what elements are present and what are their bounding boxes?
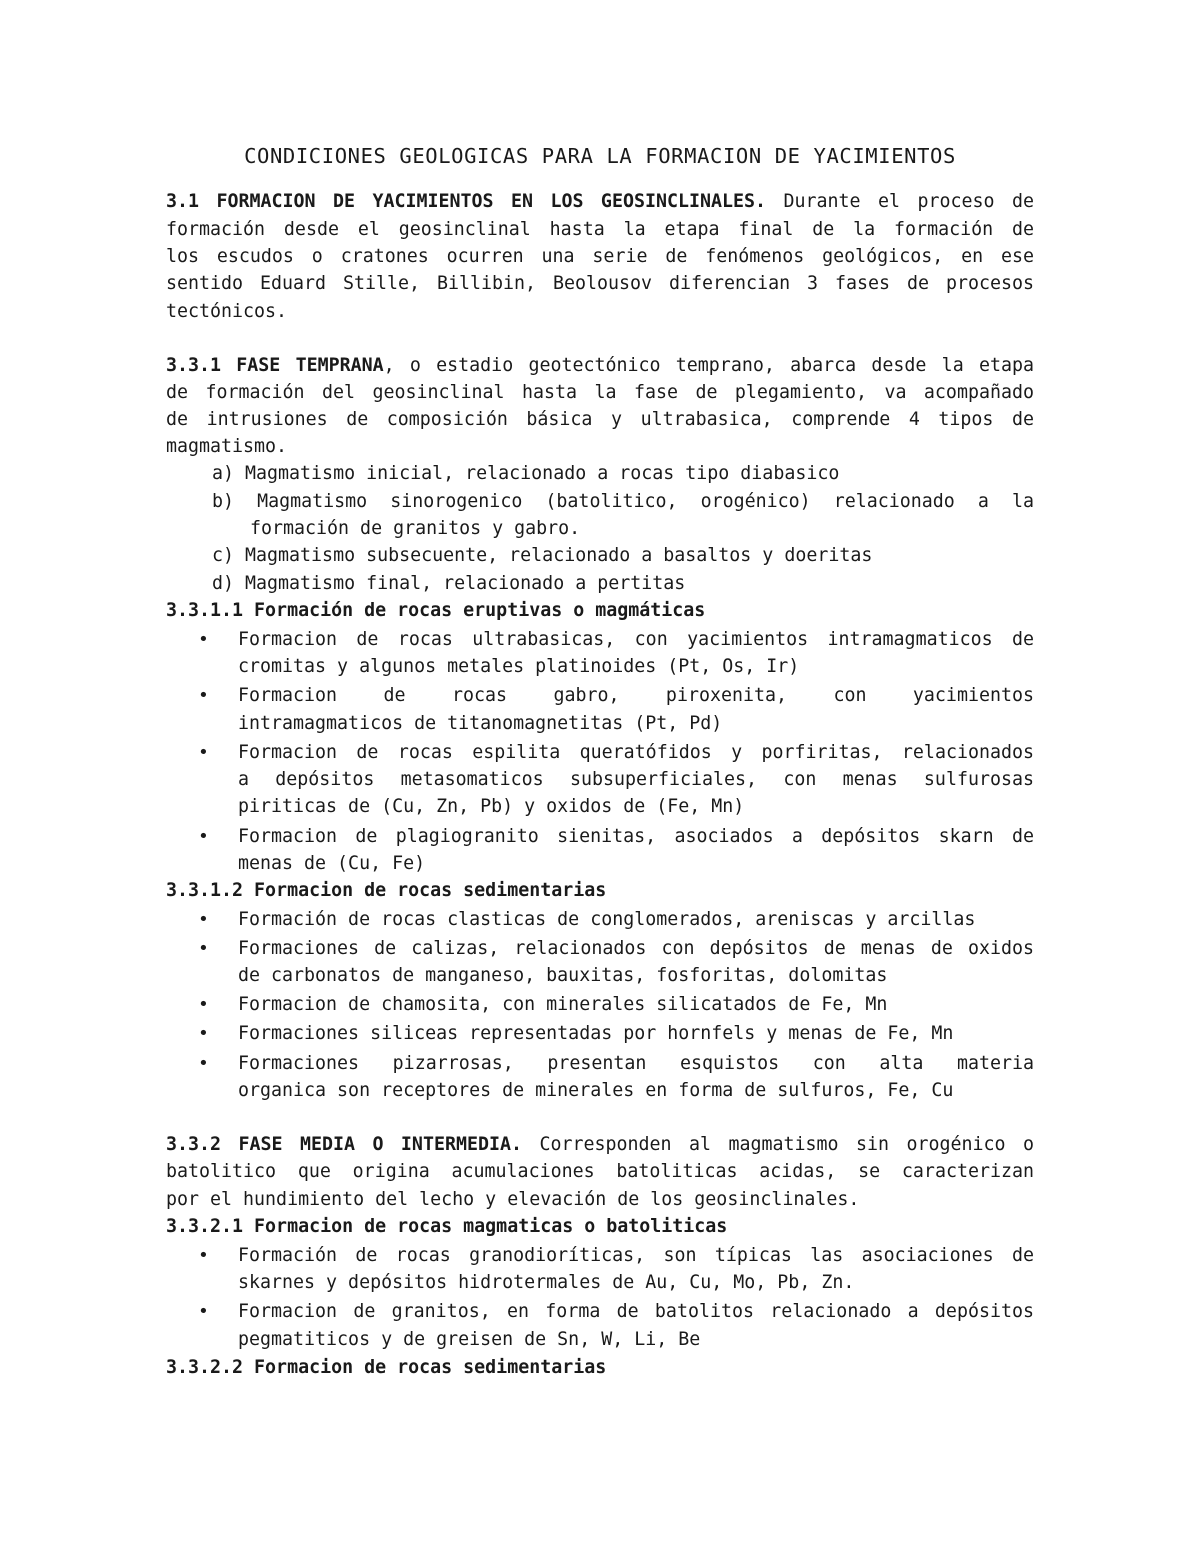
heading-text: 3.3.1.2 Formacion de rocas sedimentarias (166, 880, 607, 901)
paragraph-3-3-1-line-3: de intrusiones de composición básica y ultrabasica, comprende 4 tipos de (166, 409, 1034, 430)
list-item-b-continued: formación de granitos y gabro. (250, 518, 581, 539)
bullet-item-line: piriticas de (Cu, Zn, Pb) y oxidos de (Fe, Mn) (238, 796, 745, 817)
bullet-item-line: Formacion de granitos, en forma de batolitos relacionado a depósitos (238, 1301, 1034, 1322)
paragraph-text: Durante el proceso de (783, 191, 1034, 212)
section-heading-3-3-1-2 (166, 877, 1034, 904)
paragraph-3-3-1-line-4: magmatismo. (166, 436, 288, 457)
bullet-item-line: intramagmaticos de titanomagnetitas (Pt, Pd) (238, 713, 723, 734)
paragraph-3-1-line-1 (166, 188, 1034, 215)
section-heading-3-3-2-2 (166, 1354, 1034, 1381)
list-item-b: b) Magmatismo sinorogenico (batolitico, orogénico) relacionado a la (212, 491, 1034, 512)
bullet-icon: • (198, 938, 209, 959)
bullet-item-line: Formacion de rocas gabro, piroxenita, con yacimientos (238, 685, 1034, 706)
bullet-item-line: Formacion de chamosita, con minerales silicatados de Fe, Mn (238, 994, 888, 1015)
bullet-item-line: pegmatiticos y de greisen de Sn, W, Li, Be (238, 1329, 701, 1350)
heading-text: 3.3.2.2 Formacion de rocas sedimentarias (166, 1357, 607, 1378)
section-heading-3-3-1: 3.3.1 FASE TEMPRANA (166, 355, 384, 376)
section-heading-3-3-2-1 (166, 1213, 1034, 1240)
bullet-item-line: Formaciones siliceas representadas por hornfels y menas de Fe, Mn (238, 1023, 954, 1044)
bullet-item-line: Formacion de rocas espilita queratófidos y porfiritas, relacionados (238, 742, 1034, 763)
bullet-icon: • (198, 629, 209, 650)
bullet-item-line: a depósitos metasomaticos subsuperficiales, con menas sulfurosas (238, 769, 1034, 790)
bullet-item-line: Formaciones de calizas, relacionados con depósitos de menas de oxidos (238, 938, 1034, 959)
bullet-item-line: Formaciones pizarrosas, presentan esquistos con alta materia (238, 1053, 1034, 1074)
bullet-icon: • (198, 1053, 209, 1074)
list-item-c: c) Magmatismo subsecuente, relacionado a basaltos y doeritas (212, 545, 873, 566)
bullet-item-line: organica son receptores de minerales en forma de sulfuros, Fe, Cu (238, 1080, 954, 1101)
list-item-a: a) Magmatismo inicial, relacionado a rocas tipo diabasico (212, 463, 840, 484)
heading-text: 3.3.2.1 Formacion de rocas magmaticas o batoliticas (166, 1216, 728, 1237)
bullet-icon: • (198, 909, 209, 930)
section-heading-3-3-1-1 (166, 597, 1034, 624)
paragraph-3-3-1-line-2: de formación del geosinclinal hasta la fase de plegamiento, va acompañado (166, 382, 1034, 403)
bullet-icon: • (198, 1245, 209, 1266)
bullet-icon: • (198, 685, 209, 706)
section-heading-3-1: 3.1 FORMACION DE YACIMIENTOS EN LOS GEOSINCLINALES. (166, 191, 767, 212)
document-title: CONDICIONES GEOLOGICAS PARA LA FORMACION DE YACIMIENTOS (244, 144, 956, 168)
bullet-item-line: Formación de rocas granodioríticas, son típicas las asociaciones de (238, 1245, 1034, 1266)
list-item-d: d) Magmatismo final, relacionado a pertitas (212, 573, 686, 594)
bullet-item-line: Formación de rocas clasticas de conglomerados, areniscas y arcillas (238, 909, 976, 930)
paragraph-3-1-line-4: sentido Eduard Stille, Billibin, Beolousov diferencian 3 fases de procesos (166, 273, 1034, 294)
paragraph-text: Corresponden al magmatismo sin orogénico o (539, 1134, 1034, 1155)
bullet-icon: • (198, 994, 209, 1015)
paragraph-text: , o estadio geotectónico temprano, abarca desde la etapa (383, 355, 1034, 376)
bullet-item-line: menas de (Cu, Fe) (238, 853, 426, 874)
bullet-icon: • (198, 1023, 209, 1044)
paragraph-3-3-2-line-2: batolitico que origina acumulaciones batoliticas acidas, se caracterizan (166, 1161, 1034, 1182)
section-heading-3-3-2: 3.3.2 FASE MEDIA O INTERMEDIA. (166, 1134, 522, 1155)
paragraph-3-1-line-5: tectónicos. (166, 301, 288, 322)
bullet-item-line: Formacion de rocas ultrabasicas, con yacimientos intramagmaticos de (238, 629, 1034, 650)
bullet-item-line: cromitas y algunos metales platinoides (Pt, Os, Ir) (238, 656, 800, 677)
paragraph-3-1-line-2: formación desde el geosinclinal hasta la etapa final de la formación de (166, 219, 1034, 240)
heading-text: 3.3.1.1 Formación de rocas eruptivas o magmáticas (166, 600, 706, 621)
paragraph-3-3-1-line-1 (166, 352, 1034, 379)
bullet-icon: • (198, 826, 209, 847)
bullet-item-line: Formacion de plagiogranito sienitas, asociados a depósitos skarn de (238, 826, 1034, 847)
bullet-item-line: skarnes y depósitos hidrotermales de Au, Cu, Mo, Pb, Zn. (238, 1272, 855, 1293)
paragraph-3-3-2-line-1 (166, 1131, 1034, 1158)
bullet-icon: • (198, 742, 209, 763)
paragraph-3-3-2-line-3: por el hundimiento del lecho y elevación de los geosinclinales. (166, 1189, 860, 1210)
bullet-icon: • (198, 1301, 209, 1322)
bullet-item-line: de carbonatos de manganeso, bauxitas, fosforitas, dolomitas (238, 965, 888, 986)
paragraph-3-1-line-3: los escudos o cratones ocurren una serie de fenómenos geológicos, en ese (166, 246, 1034, 267)
